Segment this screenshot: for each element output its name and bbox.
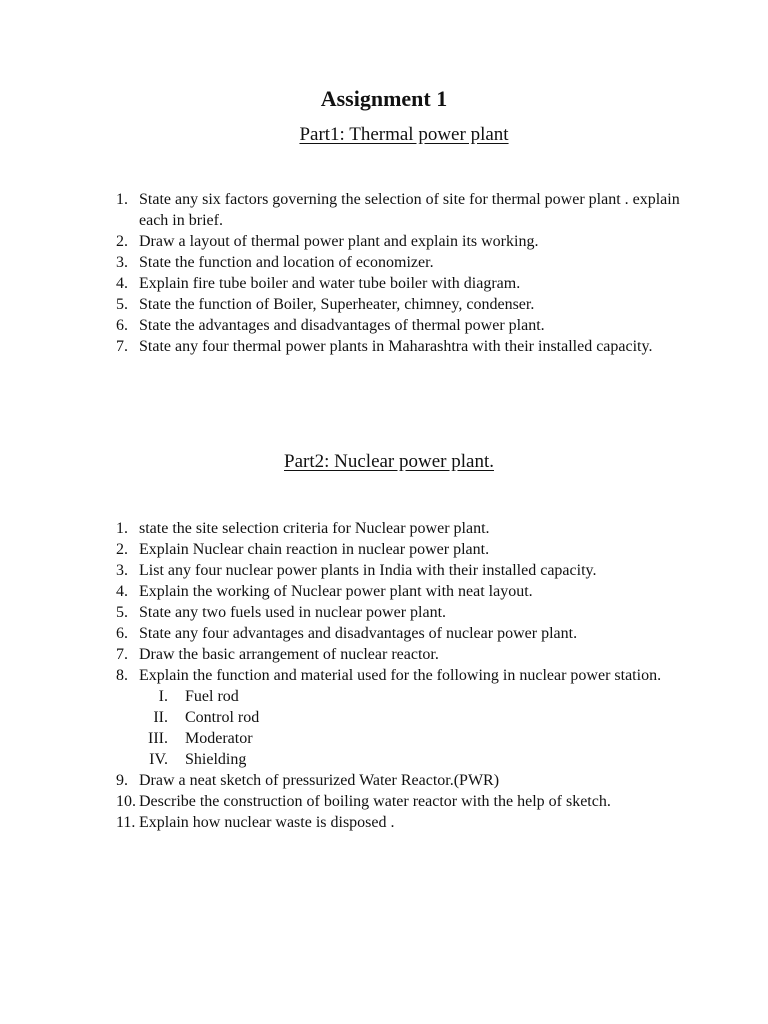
part1-heading: [20, 124, 768, 146]
sub-item-text: Fuel rod: [185, 688, 239, 705]
question-number: 6.: [116, 625, 128, 642]
question-text: State any six factors governing the selection of site for thermal power plant . explain each in brief.: [139, 191, 680, 229]
question-text: State the function and location of economizer.: [139, 254, 434, 271]
sub-item-numeral: II.: [153, 709, 168, 726]
sub-list-item: [139, 686, 708, 707]
question-number: 2.: [116, 233, 128, 250]
question-text: Draw a layout of thermal power plant and explain its working.: [139, 233, 539, 250]
list-item: [0, 189, 768, 231]
assignment-title: Assignment 1: [320, 86, 448, 111]
question-text: State the function of Boiler, Superheater, chimney, condenser.: [139, 296, 535, 313]
sub-item-numeral: III.: [148, 730, 168, 747]
part1-heading-text: Part1: Thermal power plant: [299, 124, 509, 145]
question-text: List any four nuclear power plants in India with their installed capacity.: [139, 562, 597, 579]
question-number: 4.: [116, 583, 128, 600]
question-number: 9.: [116, 772, 128, 789]
question-text: State the advantages and disadvantages of thermal power plant.: [139, 317, 545, 334]
part2-question-list: [0, 518, 768, 833]
list-item: [0, 665, 768, 770]
question-number: 5.: [116, 604, 128, 621]
question-number: 3.: [116, 254, 128, 271]
sub-item-text: Control rod: [185, 709, 260, 726]
part2-heading-text: Part2: Nuclear power plant.: [284, 451, 494, 472]
list-item: [0, 644, 768, 665]
question-text: Explain Nuclear chain reaction in nuclear power plant.: [139, 541, 490, 558]
question-text: Draw a neat sketch of pressurized Water Reactor.(PWR): [139, 772, 500, 789]
list-item: [0, 539, 768, 560]
list-item: [0, 812, 768, 833]
question-text: Draw the basic arrangement of nuclear reactor.: [139, 646, 439, 663]
list-item: [0, 252, 768, 273]
sub-item-text: Moderator: [185, 730, 253, 747]
question-text: Describe the construction of boiling water reactor with the help of sketch.: [139, 793, 611, 810]
question-number: 4.: [116, 275, 128, 292]
question-number: 1.: [116, 520, 128, 537]
q8-sublist: [139, 686, 708, 770]
list-item: [0, 294, 768, 315]
question-number: 5.: [116, 296, 128, 313]
question-text: Explain fire tube boiler and water tube boiler with diagram.: [139, 275, 521, 292]
question-number: 7.: [116, 646, 128, 663]
list-item: [0, 336, 768, 357]
question-text: Explain how nuclear waste is disposed .: [139, 814, 395, 831]
sub-item-numeral: IV.: [149, 751, 168, 768]
sub-item-text: Shielding: [185, 751, 247, 768]
question-number: 8.: [116, 667, 128, 684]
question-number: 1.: [116, 191, 128, 208]
question-text: State any four thermal power plants in Maharashtra with their installed capacity.: [139, 338, 653, 355]
question-number: 3.: [116, 562, 128, 579]
sub-list-item: [139, 749, 708, 770]
part1-question-list: [0, 189, 768, 357]
list-item: [0, 560, 768, 581]
question-text: State any two fuels used in nuclear power plant.: [139, 604, 447, 621]
question-number: 2.: [116, 541, 128, 558]
list-item: [0, 231, 768, 252]
list-item: [0, 602, 768, 623]
list-item: [0, 770, 768, 791]
question-number: 10.: [116, 793, 136, 810]
list-item: [0, 581, 768, 602]
question-number: 6.: [116, 317, 128, 334]
question-text: Explain the function and material used for the following in nuclear power station.: [139, 667, 662, 684]
question-text: state the site selection criteria for Nuclear power plant.: [139, 520, 490, 537]
part2-heading: [5, 451, 768, 473]
list-item: [0, 315, 768, 336]
question-text: Explain the working of Nuclear power plant with neat layout.: [139, 583, 533, 600]
sub-item-numeral: I.: [158, 688, 168, 705]
question-number: 11.: [116, 814, 136, 831]
list-item: [0, 518, 768, 539]
question-text: State any four advantages and disadvantages of nuclear power plant.: [139, 625, 578, 642]
sub-list-item: [139, 707, 708, 728]
list-item: [0, 623, 768, 644]
sub-list-item: [139, 728, 708, 749]
question-number: 7.: [116, 338, 128, 355]
list-item: [0, 791, 768, 812]
list-item: [0, 273, 768, 294]
